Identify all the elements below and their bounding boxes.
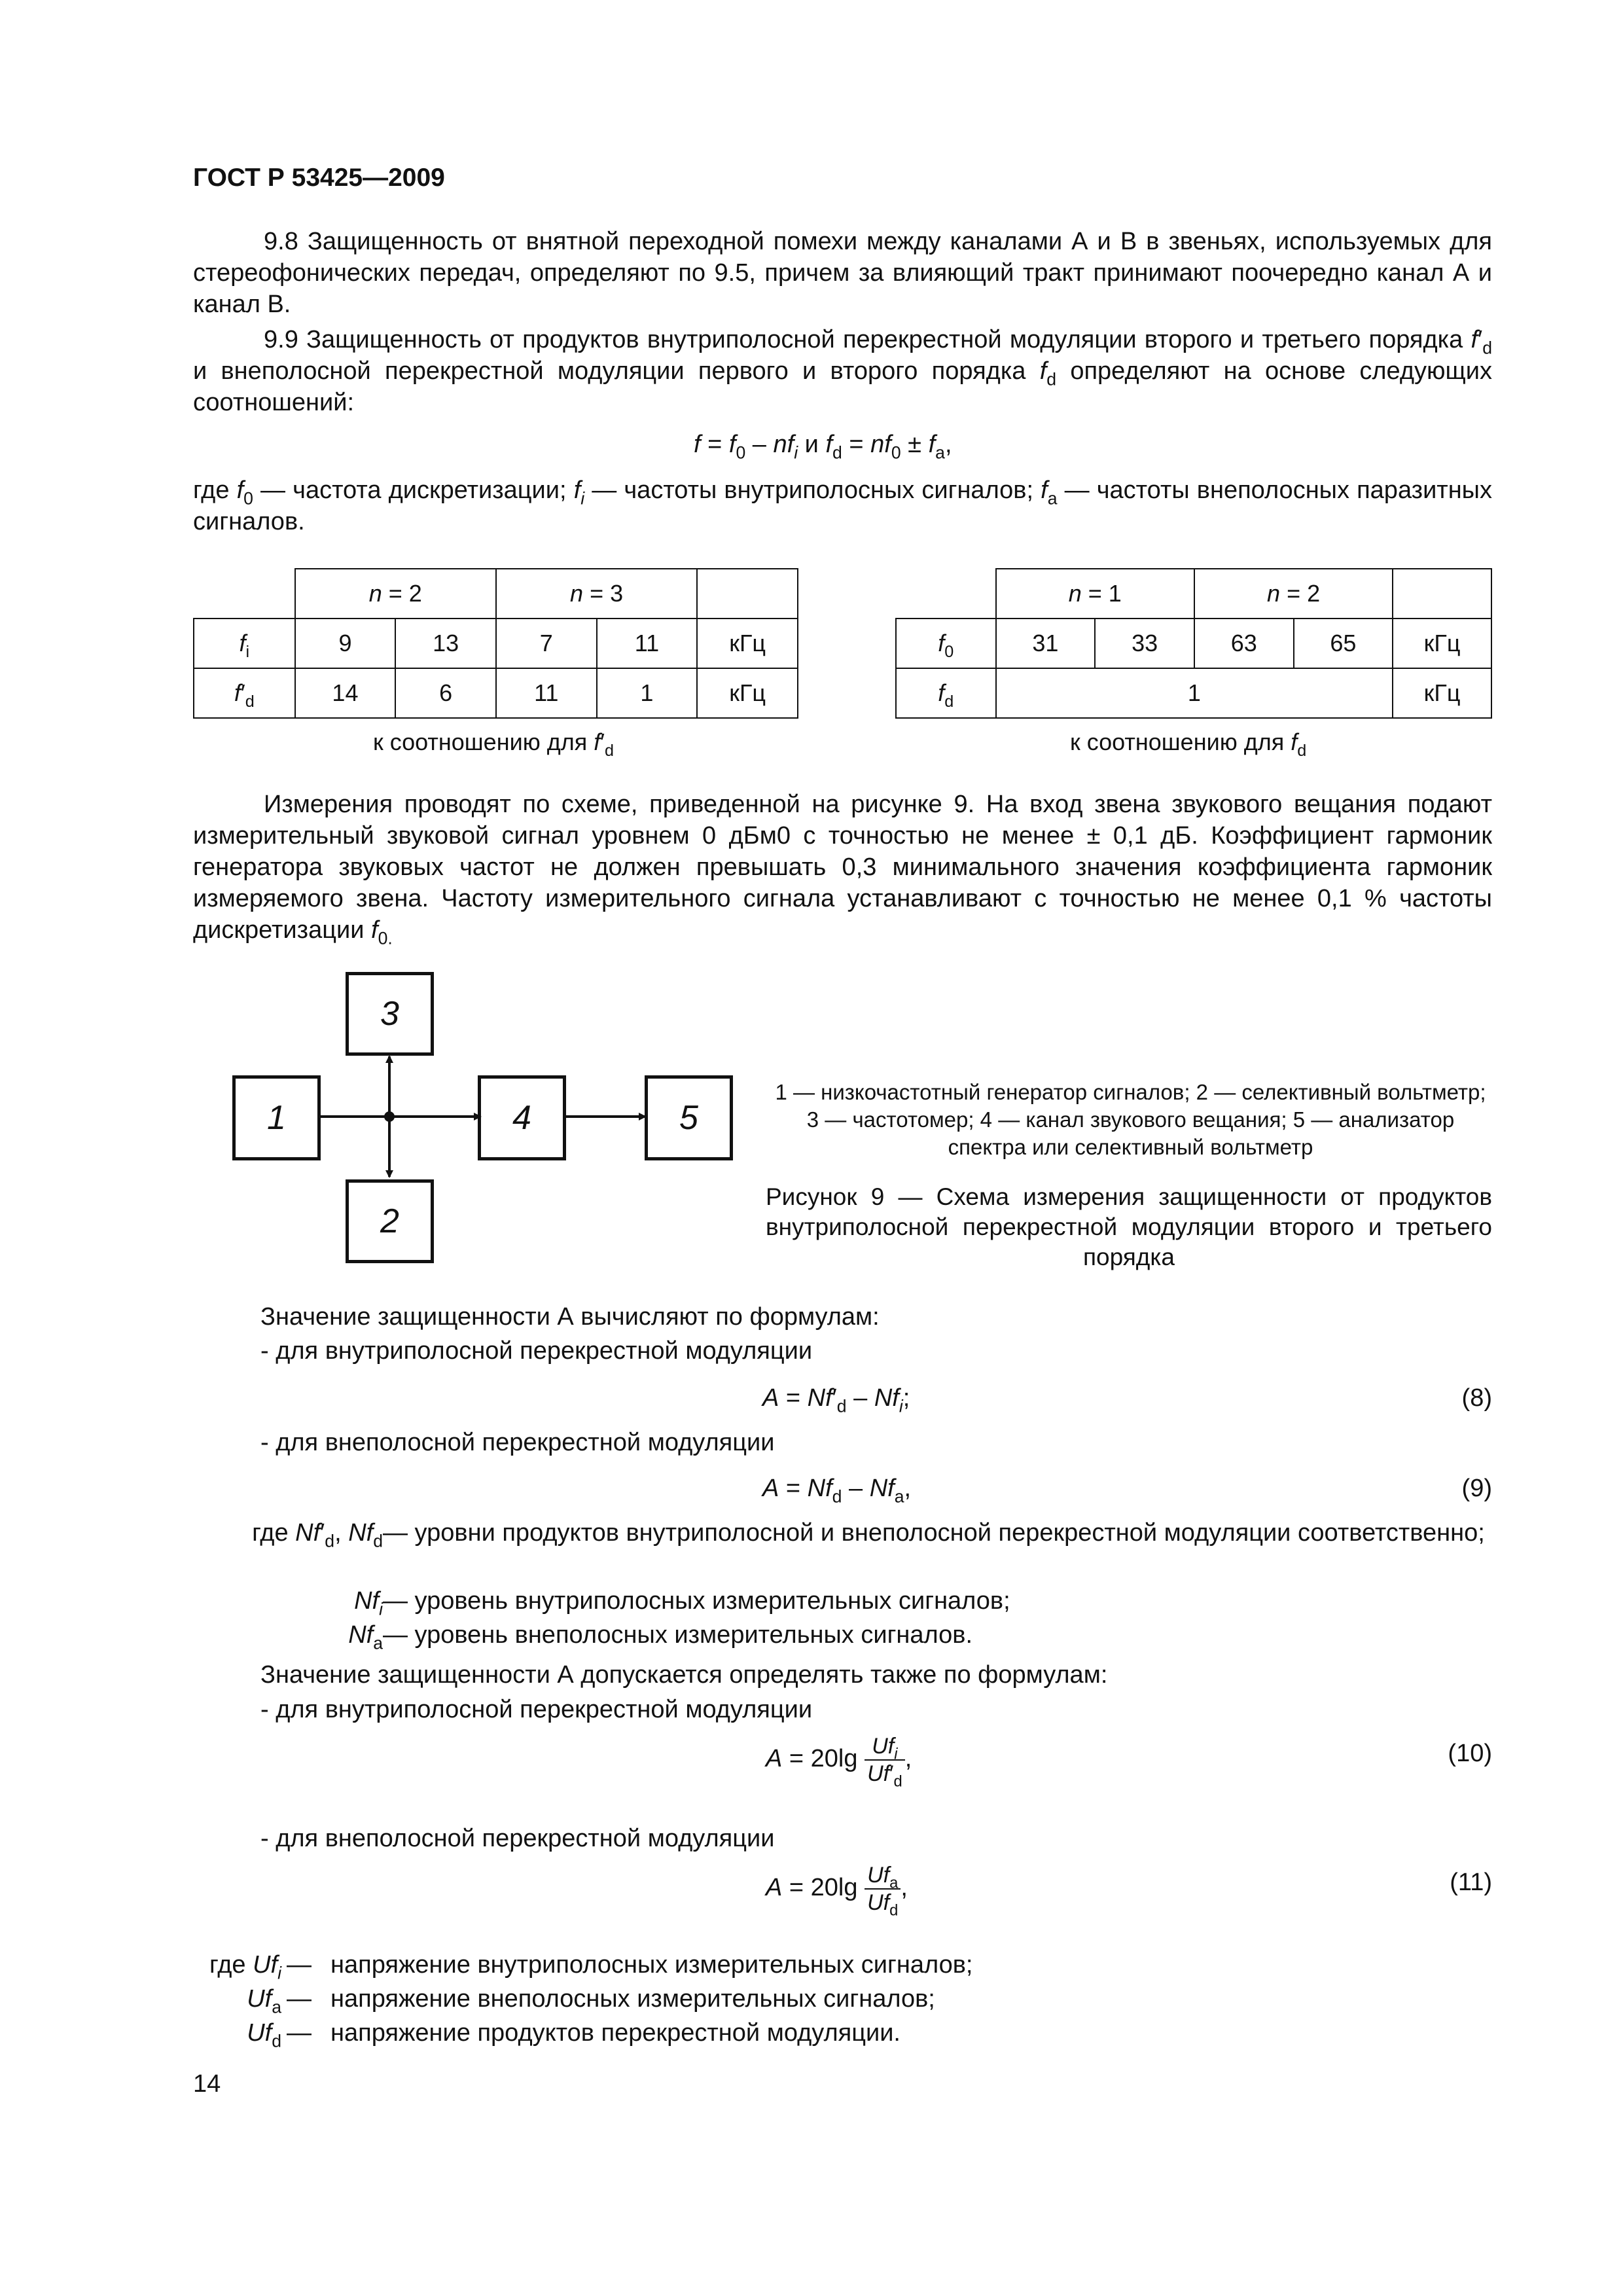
diagram-box-2: 2 — [346, 1179, 434, 1263]
equation-number-8: (8) — [1461, 1384, 1492, 1412]
figure-caption: Рисунок 9 — Схема измерения защищенности от продуктов внутриполосной перекрестной модуляции второго и третьего порядка — [766, 1183, 1492, 1270]
table-row: $f_i$ 9 13 7 11 кГц — [194, 619, 798, 668]
measurement-paragraph: Измерения проводят по схеме, приведенной на рисунке 9. На вход звена звукового вещания подают измерительный звуковой сигнал уровнем 0 дБм0 с точностью не менее ± 0,1 дБ. Коэффициент гармоник генератора звуковых частот не должен превышать 0,3 минимального значения коэффициента гармоник измеряемого звена. Частоту измерительного сигнала устанавливают с точностью не менее 0,1 % частоты дискретизации $f_{0.}$ — [193, 791, 1492, 948]
paragraph-9-9: 9.9 Защищенность от продуктов внутриполосной перекрестной модуляции второго и третьего порядка $f'_d$ и внеполосной перекрестной модуляции первого и второго порядка $f_d$ определяют на основе следующих соотношений: — [193, 326, 1492, 416]
list-item-inband: - для внутриполосной перекрестной модуляции — [260, 1337, 813, 1365]
diagram-box-3: 3 — [346, 972, 434, 1056]
equation-number-11: (11) — [1450, 1869, 1492, 1896]
where3-text-1: напряжение внутриполосных измерительных сигналов; — [330, 1951, 973, 1979]
table-right-header: n = 1 — [996, 569, 1194, 619]
formula-9: $A = Nf_d - Nf_a$, — [762, 1475, 912, 1507]
list-item-inband-2: - для внутриполосной перекрестной модуляции — [260, 1696, 813, 1723]
page-number: 14 — [193, 2070, 221, 2098]
where2-term-2: $Nf_i$ — [354, 1587, 383, 1619]
p99-mid: и внеполосной перекрестной модуляции первого и второго порядка — [193, 357, 1026, 385]
where3-dash-2: — — [287, 1985, 312, 2013]
table-right-header-empty — [1393, 569, 1491, 619]
where2-text-2: — уровень внутриполосных измерительных сигналов; — [383, 1587, 1010, 1615]
table-row: $f_d$ 1 кГц — [896, 668, 1491, 718]
where2-term-1: где $Nf'_d$, $Nf_d$ — [252, 1519, 383, 1551]
list-item-outband-2: - для внеполосной перекрестной модуляции — [260, 1825, 775, 1852]
diagram-box-1: 1 — [232, 1075, 321, 1160]
diagram-legend: 1 — низкочастотный генератор сигналов; 2 — селективный вольтметр; 3 — частотомер; 4 — канал звукового вещания; 5 — анализатор спектра или селективный вольтметр — [775, 1080, 1486, 1159]
calc-intro-2: Значение защищенности А допускается определять также по формулам: — [260, 1661, 1108, 1689]
table-left-header: n = 3 — [496, 569, 697, 619]
where3-term-3: $Uf_d$ — [247, 2019, 281, 2051]
table-row: $f'_d$ 14 6 11 1 кГц — [194, 668, 798, 718]
paragraph-9-8: 9.8 Защищенность от внятной переходной помехи между каналами А и В в звеньях, используемых для стереофонических передач, определяют по 9.5, причем за влияющий тракт принимают поочередно канал А и канал В. — [193, 228, 1492, 318]
where3-dash-1: — — [287, 1951, 312, 1979]
table-left-header-empty — [697, 569, 798, 619]
table-left — [193, 568, 798, 719]
formula-legend: где $f_0$ — частота дискретизации; $f_i$ — частоты внутриполосных сигналов; $f_a$ — частоты внеполосных паразитных сигналов. — [193, 476, 1492, 535]
table-left-caption: к соотношению для $f'_d$ — [373, 728, 614, 760]
p99-lead: 9.9 Защищенность от продуктов внутриполосной перекрестной модуляции второго и третьего порядка — [264, 326, 1463, 353]
document-header: ГОСТ Р 53425—2009 — [193, 164, 445, 192]
formula-11: A = 20lg $\frac{Uf_a}{Uf_d}$ , — [766, 1863, 908, 1920]
table-row: $f_0$ 31 33 63 65 кГц — [896, 619, 1491, 668]
table-left-header: n = 2 — [295, 569, 496, 619]
where2-term-3: $Nf_a$ — [348, 1621, 383, 1653]
table-right-header: n = 2 — [1194, 569, 1393, 619]
equation-number-9: (9) — [1461, 1475, 1492, 1502]
where3-text-3: напряжение продуктов перекрестной модуляции. — [330, 2019, 901, 2047]
diagram-box-4: 4 — [478, 1075, 566, 1160]
calc-intro: Значение защищенности А вычисляют по формулам: — [260, 1303, 880, 1331]
where2-text-3: — уровень внеполосных измерительных сигналов. — [383, 1621, 973, 1649]
where3-dash-3: — — [287, 2019, 312, 2047]
formula-8: $A = Nf'_d - Nf_i$; — [762, 1384, 910, 1416]
table-right — [895, 568, 1492, 719]
where3-term-1: где $Uf_i$ — [209, 1951, 281, 1983]
formula-10: A = 20lg $\frac{Uf_i}{Uf'_d}$ , — [766, 1734, 912, 1791]
where2-text-1: — уровни продуктов внутриполосной и внеполосной перекрестной модуляции соответственно; — [383, 1519, 1485, 1547]
equation-number-10: (10) — [1448, 1740, 1492, 1767]
list-item-outband: - для внеполосной перекрестной модуляции — [260, 1429, 775, 1456]
p99-tail: определяют на основе следующих соотношений: — [193, 357, 1492, 416]
where3-term-2: $Uf_a$ — [247, 1985, 281, 2017]
table-right-caption: к соотношению для $f_d$ — [1070, 728, 1307, 760]
where3-text-2: напряжение внеполосных измерительных сигналов; — [330, 1985, 935, 2013]
formula-relations: $f = f_0 - nf_i$ и $f_d = nf_0 \pm f_a$, — [694, 431, 952, 463]
diagram-box-5: 5 — [645, 1075, 733, 1160]
